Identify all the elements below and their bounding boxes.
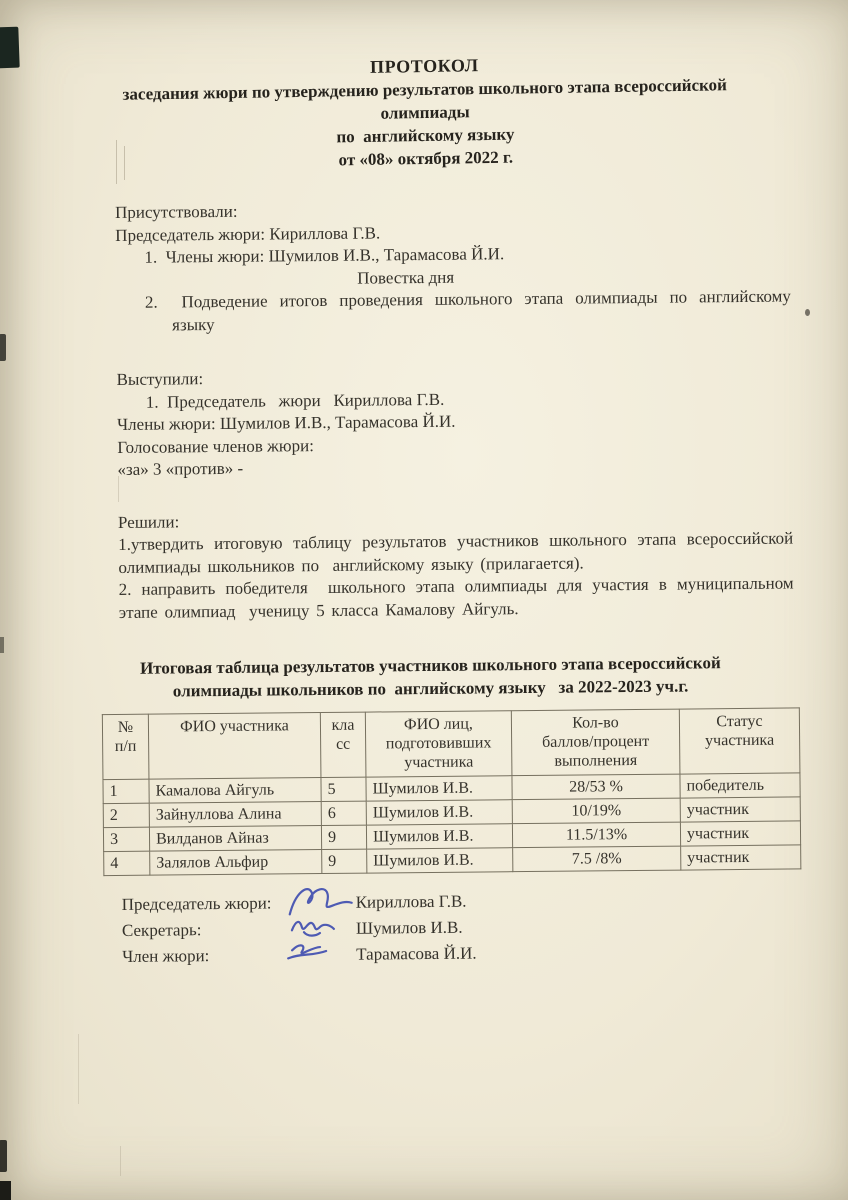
agenda-item: 2. Подведение итогов проведения школьного этапа олимпиады по английскому языку — [144, 286, 791, 334]
results-table — [102, 707, 802, 876]
scan-artifact — [0, 637, 4, 653]
cell-status: участник — [680, 797, 800, 822]
signature-role: Председатель жюри: — [121, 893, 272, 914]
cell-coach: Шумилов И.В. — [367, 848, 513, 873]
signature-name: Кириллова Г.В. — [355, 891, 467, 912]
col-header-name: ФИО участника — [148, 713, 321, 780]
col-header-score: Кол-во баллов/процент выполнения — [511, 709, 680, 776]
cell-score: 7.5 /8% — [513, 846, 681, 872]
speakers-section — [117, 362, 793, 481]
cell-num: 4 — [104, 851, 150, 875]
jury-members-item: 1. Члены жюри: Шумилов И.В., Тарамасова Й.И. — [144, 244, 505, 267]
cell-status: участник — [680, 821, 800, 846]
col-header-status: Статус участника — [679, 708, 800, 774]
cell-score: 11.5/13% — [512, 822, 680, 848]
protocol-subject: по английскому языку — [336, 124, 515, 147]
voting-line: Голосование членов жюри: — [117, 435, 314, 457]
col-header-coach: ФИО лиц, подготовивших участника — [365, 711, 512, 777]
cell-score: 10/19% — [512, 798, 680, 824]
handwritten-signature-icon — [280, 942, 356, 969]
protocol-title: ПРОТОКОЛ — [369, 55, 479, 77]
votes-count-line: «за» 3 «против» - — [117, 458, 244, 479]
cell-name: Камалова Айгуль — [149, 778, 321, 804]
cell-score: 28/53 % — [512, 774, 680, 800]
document-heading — [99, 50, 751, 175]
decisions-section — [118, 505, 794, 624]
decisions-label: Решили: — [117, 511, 180, 532]
agenda-heading: Повестка дня — [357, 267, 455, 288]
cell-coach: Шумилов И.В. — [366, 824, 512, 849]
results-table-title: Итоговая таблица результатов участников школьного этапа всероссийской олимпиады школьников по английскому языку за 2022-2023 уч.г. — [139, 653, 721, 701]
attendees-label: Присутствовали: — [114, 201, 238, 222]
pencil-mark — [78, 1034, 79, 1104]
cell-status: победитель — [680, 773, 800, 798]
cell-num: 3 — [103, 827, 149, 851]
cell-num: 2 — [103, 803, 149, 827]
chairman-line: Председатель жюри: Кириллова Г.В. — [115, 222, 381, 245]
protocol-subtitle: заседания жюри по утверждению результатов школьного этапа всероссийской олимпиады — [122, 75, 728, 123]
decision-item-1: 1.утвердить итоговую таблицу результатов участников школьного этапа всероссийской олимпиады школьников по английскому языку (прилагается). — [118, 528, 794, 577]
scan-artifact — [0, 1181, 11, 1200]
signature-name: Тарамасова Й.И. — [356, 943, 477, 964]
protocol-date: от «08» октября 2022 г. — [338, 147, 514, 170]
cell-name: Зайнуллова Алина — [149, 802, 321, 828]
signature-name: Шумилов И.В. — [355, 917, 463, 938]
table-header-row — [102, 708, 800, 780]
cell-grade: 5 — [321, 777, 366, 801]
attendees-section — [115, 195, 791, 336]
document-body — [115, 195, 794, 623]
cell-num: 1 — [103, 779, 149, 803]
scan-artifact — [0, 1140, 7, 1172]
cell-status: участник — [681, 845, 801, 870]
cell-name: Вилданов Айназ — [149, 826, 321, 852]
cell-grade: 6 — [321, 801, 366, 825]
speakers-members-line: Члены жюри: Шумилов И.В., Тарамасова Й.И. — [116, 411, 456, 434]
decision-item-2: 2. направить победителя школьного этапа олимпиады для участия в муниципальном этапе олимпиад ученицу 5 класса Камалову Айгуль. — [118, 573, 794, 622]
cell-grade: 9 — [321, 825, 366, 849]
cell-name: Залялов Альфир — [150, 850, 322, 876]
pencil-mark — [120, 1146, 121, 1176]
signatures-block — [122, 885, 848, 970]
speakers-chairman-item: 1. Председатель жюри Кириллова Г.В. — [145, 389, 445, 412]
col-header-grade: кла сс — [320, 712, 366, 777]
speakers-label: Выступили: — [116, 369, 204, 389]
col-header-num: № п/п — [102, 714, 149, 779]
cell-coach: Шумилов И.В. — [366, 776, 512, 801]
signature-role: Член жюри: — [122, 946, 210, 966]
signature-role: Секретарь: — [121, 920, 202, 940]
cell-coach: Шумилов И.В. — [366, 800, 512, 825]
cell-grade: 9 — [322, 849, 367, 873]
